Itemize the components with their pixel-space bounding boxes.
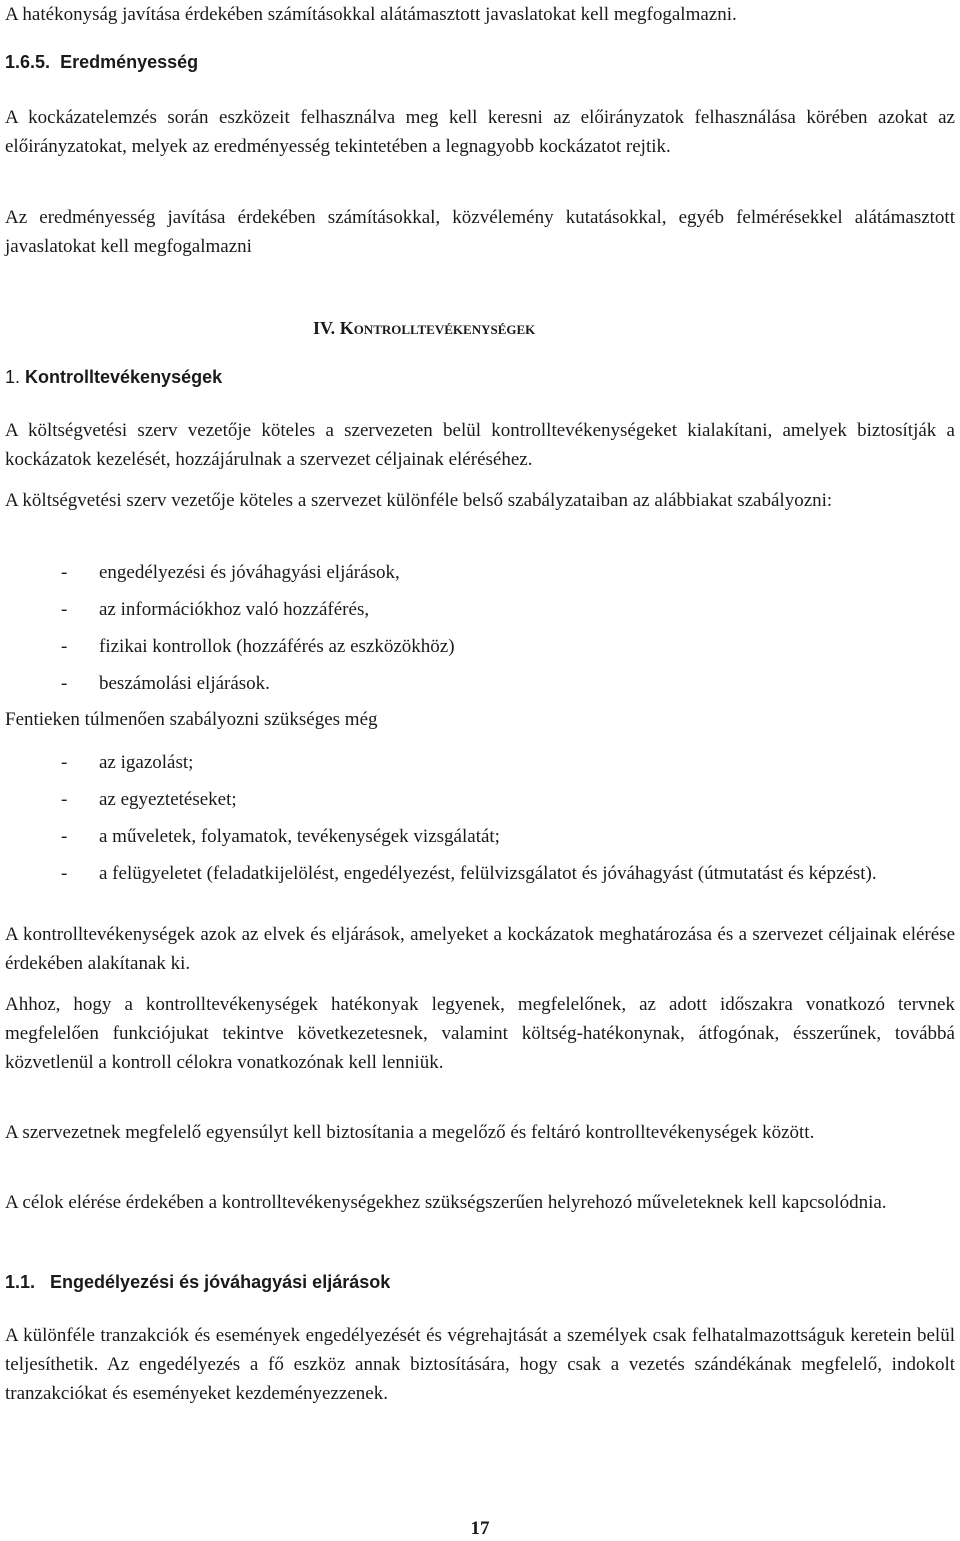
paragraph-kontroll-8: A különféle tranzakciók és események engedélyezését és végrehajtását a személyek csak felhatalmazottságuk keretein belül teljesíthetik. Az engedélyezés a fő eszköz annak biztosítására, hogy csak a vezetés szándékának megfelelő, indokolt tranzakciókat és eseményeket kezdeményezzenek. bbox=[5, 1325, 955, 1404]
section-heading-1 bbox=[5, 363, 222, 392]
section-title: Eredményesség bbox=[60, 52, 199, 72]
paragraph-kontroll-5: Ahhoz, hogy a kontrolltevékenységek hatékonyak legyenek, megfelelőnek, az adott időszakra vonatkozó tervnek megfelelően funkciójukat tekintve következetesnek, valamint költség-hatékonynak, átfogónak, ésszerűnek, továbbá közvetlenül a kontroll célokra vonatkozónak kell lenniük. bbox=[5, 994, 955, 1073]
intro-paragraph: A hatékonyság javítása érdekében számításokkal alátámasztott javaslatokat kell megfogalmazni. bbox=[5, 4, 737, 25]
regulation-list bbox=[5, 558, 955, 706]
paragraph-kontroll-6: A szervezetnek megfelelő egyensúlyt kell biztosítania a megelőző és feltáró kontrolltevékenységek között. bbox=[5, 1122, 815, 1143]
section-number: 1.6.5. bbox=[5, 52, 51, 72]
list-item: - az információkhoz való hozzáférés, bbox=[61, 599, 370, 620]
paragraph-kontroll-4: A kontrolltevékenységek azok az elvek és eljárások, amelyeket a kockázatok meghatározása és a szervezet céljainak elérése érdekében alakítanak ki. bbox=[5, 924, 955, 974]
additional-regulation-list bbox=[5, 748, 955, 896]
section-number: 1. bbox=[5, 367, 21, 387]
section-heading-1-6-5 bbox=[5, 48, 198, 77]
paragraph-kontroll-3: Fentieken túlmenően szabályozni szükséges még bbox=[5, 709, 378, 730]
list-item: - a műveletek, folyamatok, tevékenységek vizsgálatát; bbox=[61, 826, 500, 847]
list-item: - fizikai kontrollok (hozzáférés az eszközökhöz) bbox=[61, 636, 455, 657]
page-number: 17 bbox=[470, 1518, 490, 1539]
section-number: 1.1. bbox=[5, 1272, 36, 1292]
list-item: - beszámolási eljárások. bbox=[61, 673, 270, 694]
section-title: Engedélyezési és jóváhagyási eljárások bbox=[50, 1272, 391, 1292]
list-item: - az egyeztetéseket; bbox=[61, 789, 237, 810]
paragraph-eredmenyesseg-1: A kockázatelemzés során eszközeit felhasználva meg kell keresni az előirányzatok felhasználása körében azokat az előirányzatokat, melyek az eredményesség tekintetében a legnagyobb kockázatot rejtik. bbox=[5, 107, 955, 157]
paragraph-kontroll-2: A költségvetési szerv vezetője köteles a szervezet különféle belső szabályzataiban az alábbiakat szabályozni: bbox=[5, 490, 833, 511]
section-title: Kontrolltevékenységek bbox=[25, 367, 223, 387]
list-item: - a felügyeletet (feladatkijelölést, engedélyezést, felülvizsgálatot és jóváhagyást (útmutatást és képzést). bbox=[61, 863, 877, 884]
list-item: - engedélyezési és jóváhagyási eljárások, bbox=[61, 562, 400, 583]
paragraph-kontroll-1: A költségvetési szerv vezetője köteles a szervezeten belül kontrolltevékenységeket kialakítani, amelyek biztosítják a kockázatok kezelését, hozzájárulnak a szervezet céljainak eléréséhez. bbox=[5, 420, 955, 470]
chapter-heading bbox=[313, 314, 535, 343]
paragraph-kontroll-7: A célok elérése érdekében a kontrolltevékenységekhez szükségszerűen helyrehozó műveleteknek kell kapcsolódnia. bbox=[5, 1192, 887, 1213]
chapter-number: IV. bbox=[313, 318, 336, 338]
list-item: - az igazolást; bbox=[61, 752, 194, 773]
chapter-title: Kontrolltevékenységek bbox=[339, 318, 536, 338]
paragraph-eredmenyesseg-2: Az eredményesség javítása érdekében számításokkal, közvélemény kutatásokkal, egyéb felmérésekkel alátámasztott javaslatokat kell megfogalmazni bbox=[5, 207, 955, 257]
section-heading-1-1 bbox=[5, 1268, 390, 1297]
